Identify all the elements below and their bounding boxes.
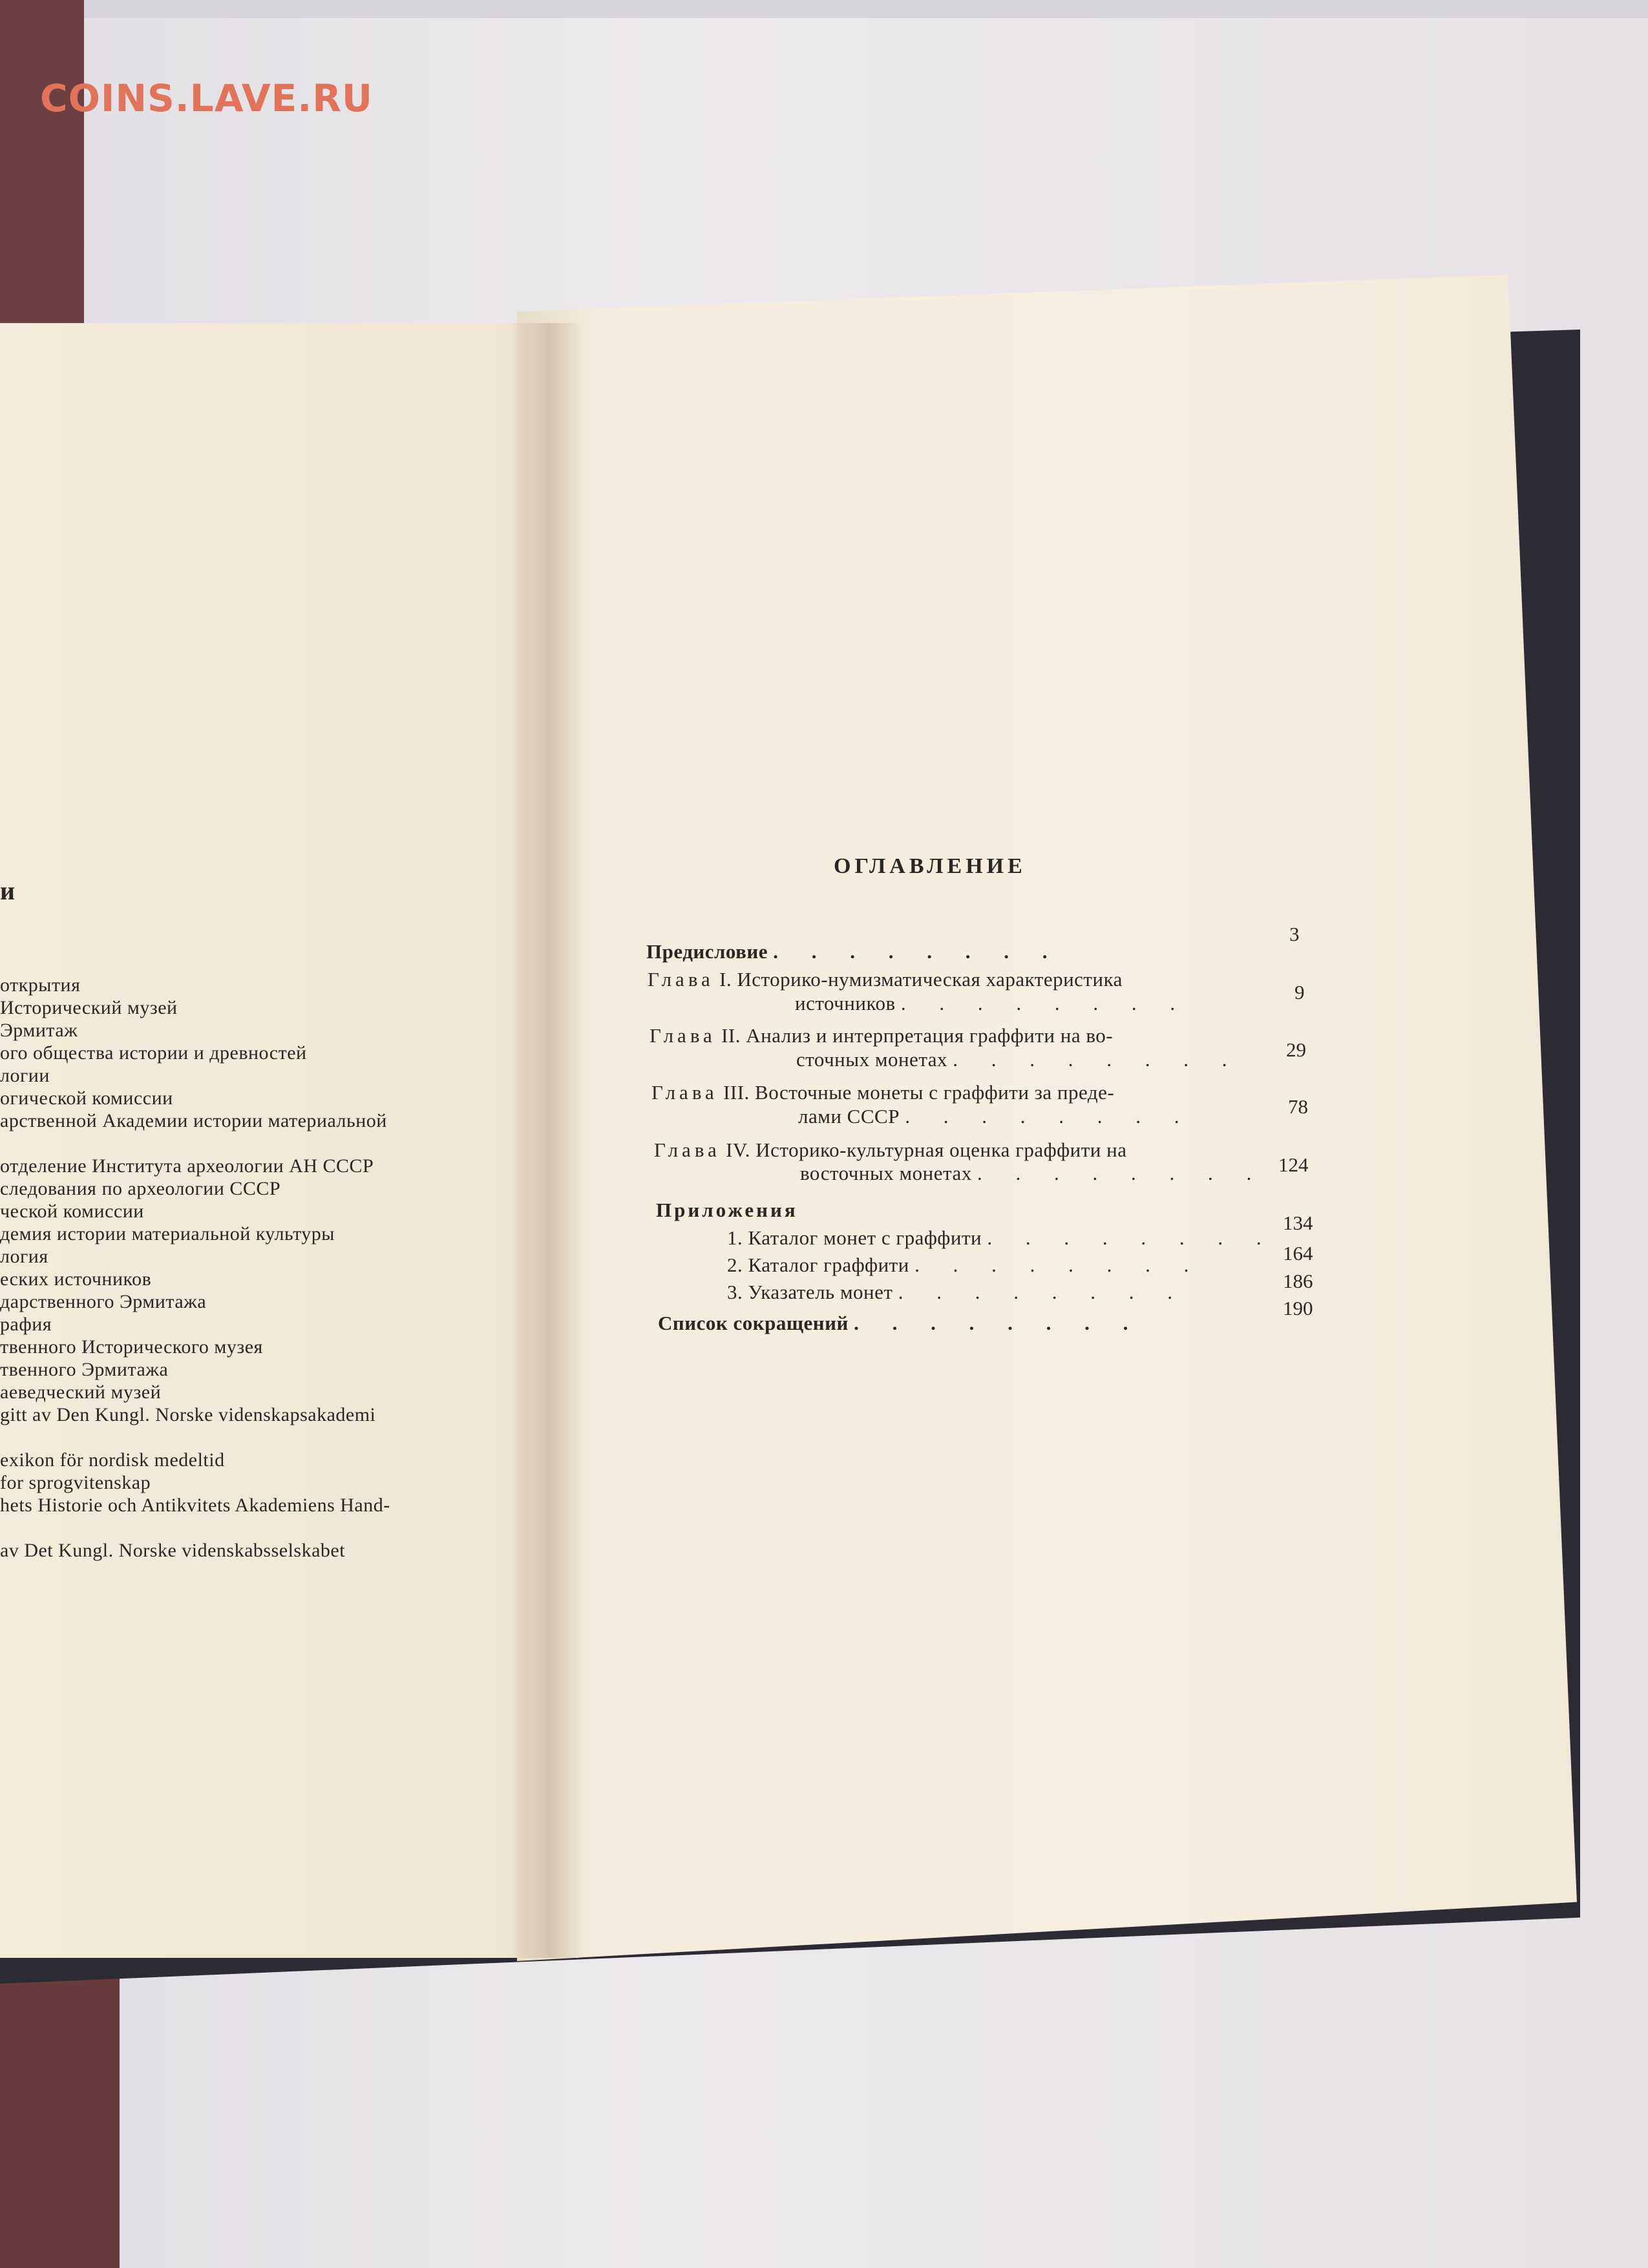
watermark: COINS.LAVE.RU: [40, 76, 374, 120]
toc-leader-dots: . . . . . . . .: [953, 1048, 1241, 1071]
toc-entry-chapter-1: [648, 968, 1123, 991]
abbreviation-line: демия истории материальной культуры: [0, 1223, 335, 1244]
toc-leader-dots: . . . . . . . .: [854, 1312, 1143, 1334]
abbreviation-line: аеведческий музей: [0, 1381, 162, 1403]
toc-entry-text: 3. Указатель монет: [727, 1281, 893, 1303]
abbreviation-line: твенного Исторического музея: [0, 1336, 263, 1358]
toc-entry-chapter-4: [654, 1139, 1126, 1162]
toc-entry-chapter-3: [651, 1081, 1114, 1104]
toc-page-number: 78: [1288, 1095, 1308, 1118]
toc-entry-text: 2. Каталог граффити: [727, 1254, 909, 1276]
abbreviation-line: exikon för nordisk medeltid: [0, 1449, 225, 1471]
toc-page-number: 134: [1283, 1212, 1313, 1234]
toc-entry-chapter-2: [650, 1024, 1113, 1047]
abbreviation-line: отделение Института археологии АН СССР: [0, 1155, 374, 1177]
toc-entry-text: Предисловие: [646, 940, 768, 963]
toc-page-number: 124: [1278, 1153, 1309, 1176]
toc-chapter-title: Восточные монеты с граффити за преде-: [755, 1081, 1115, 1104]
abbreviation-line: логии: [0, 1065, 50, 1086]
toc-page-number: 3: [1289, 923, 1300, 945]
toc-title: ОГЛАВЛЕНИЕ: [834, 854, 1026, 878]
abbreviation-line: твенного Эрмитажа: [0, 1359, 169, 1380]
toc-page-number: 164: [1283, 1242, 1313, 1265]
abbreviation-line: hets Historie och Antikvitets Akademiens Hand-: [0, 1495, 390, 1516]
toc-leader-dots: . . . . . . . .: [900, 992, 1190, 1014]
abbreviations-heading: и: [0, 876, 16, 905]
left-page: [0, 323, 578, 1958]
toc-entry-text: Список сокращений: [658, 1312, 849, 1334]
abbreviation-line: for sprogvitenskap: [0, 1472, 151, 1493]
toc-chapter-numeral: III.: [723, 1081, 750, 1104]
abbreviation-line: ческой комиссии: [0, 1201, 144, 1222]
toc-chapter-label: Глава: [648, 968, 714, 991]
toc-entry-chapter-2-continued: [796, 1048, 1241, 1071]
toc-entry-preface: [646, 940, 1062, 963]
abbreviation-line: логия: [0, 1246, 48, 1267]
abbreviation-line: еских источников: [0, 1268, 152, 1290]
toc-chapter-numeral: I.: [719, 968, 732, 991]
abbreviation-line: арственной Академии истории материальной: [0, 1110, 387, 1131]
abbreviation-line: Эрмитаж: [0, 1020, 78, 1041]
toc-chapter-title: Историко-культурная оценка граффити на: [755, 1139, 1127, 1161]
abbreviation-line: следования по археологии СССР: [0, 1178, 281, 1199]
toc-chapter-label: Глава: [650, 1024, 716, 1047]
toc-chapter-title-continued: источников: [795, 992, 896, 1014]
toc-entry-chapter-4-continued: [800, 1162, 1265, 1185]
toc-entry-text: 1. Каталог монет с граффити: [727, 1226, 982, 1249]
toc-appendix-heading: Приложения: [656, 1199, 798, 1221]
toc-leader-dots: . . . . . . . .: [905, 1105, 1194, 1128]
toc-appendix-item: [727, 1226, 1276, 1250]
toc-leader-dots: . . . . . . . .: [987, 1226, 1276, 1249]
abbreviation-line: ого общества истории и древностей: [0, 1042, 307, 1064]
toc-appendix-item: [727, 1254, 1203, 1277]
toc-leader-dots: . . . . . . . .: [898, 1281, 1187, 1303]
toc-chapter-numeral: IV.: [726, 1139, 751, 1161]
toc-chapter-title: Историко-нумизматическая характеристика: [737, 968, 1123, 991]
toc-leader-dots: . . . . . . . .: [977, 1162, 1266, 1184]
toc-chapter-title: Анализ и интерпретация граффити на во-: [746, 1024, 1114, 1047]
abbreviation-line: открытия: [0, 974, 81, 996]
toc-chapter-title-continued: восточных монетах: [800, 1162, 972, 1184]
scanner-top-edge: [84, 0, 1648, 18]
abbreviation-line: gitt av Den Kungl. Norske videnskapsakademi: [0, 1404, 376, 1425]
toc-chapter-numeral: II.: [721, 1024, 741, 1047]
abbreviation-line: огической комиссии: [0, 1087, 173, 1109]
abbreviation-line: Исторический музей: [0, 997, 178, 1018]
toc-entry-abbreviations: [658, 1312, 1142, 1335]
toc-leader-dots: . . . . . . . .: [773, 940, 1062, 963]
toc-chapter-title-continued: сточных монетах: [796, 1048, 948, 1071]
toc-chapter-label: Глава: [651, 1081, 718, 1104]
toc-page-number: 9: [1294, 981, 1305, 1003]
toc-page-number: 186: [1283, 1270, 1313, 1292]
toc-page-number: 190: [1283, 1297, 1313, 1319]
abbreviation-line: дарственного Эрмитажа: [0, 1291, 207, 1312]
toc-leader-dots: . . . . . . . .: [914, 1254, 1203, 1276]
toc-entry-chapter-1-continued: [795, 992, 1189, 1015]
toc-page-number: 29: [1286, 1038, 1306, 1061]
abbreviation-line: рафия: [0, 1314, 52, 1335]
toc-appendix-item: [727, 1281, 1187, 1304]
abbreviation-line: av Det Kungl. Norske videnskabsselskabet: [0, 1540, 346, 1561]
gutter-shadow: [511, 323, 582, 1958]
toc-entry-chapter-3-continued: [798, 1105, 1193, 1128]
toc-chapter-label: Глава: [654, 1139, 721, 1161]
toc-chapter-title-continued: лами СССР: [798, 1105, 900, 1128]
